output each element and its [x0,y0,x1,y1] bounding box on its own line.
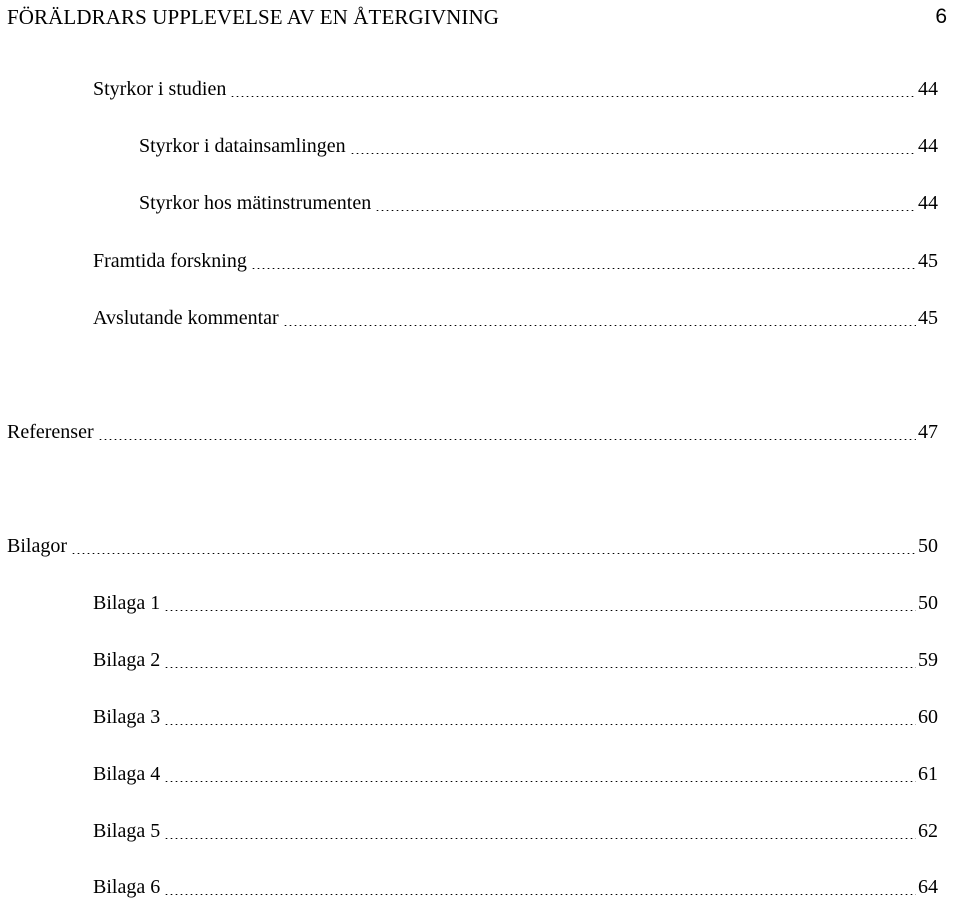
toc-entry-bilaga-1[interactable] [93,587,938,617]
dot-leader [350,153,916,154]
toc-entry-page: 45 [918,307,938,329]
toc-entry-label: Avslutande kommentar [93,307,279,329]
toc-entry-label: Bilaga 3 [93,706,161,728]
dot-leader [98,439,916,440]
toc-entry-bilagor[interactable] [7,530,938,560]
dot-leader [283,325,916,326]
toc-entry-page: 61 [918,763,938,785]
toc-entry-referenser[interactable] [7,416,938,446]
dot-leader [164,724,916,725]
toc-entry-label: Bilaga 6 [93,876,161,898]
toc-entry-page: 59 [918,649,938,671]
toc-entry-bilaga-5[interactable] [93,815,938,845]
dot-leader [164,838,916,839]
toc-entry-page: 45 [918,250,938,272]
toc-entry-page: 60 [918,706,938,728]
toc-entry-label: Bilagor [7,535,67,557]
dot-leader [230,96,916,97]
toc-entry-page: 44 [918,78,938,100]
toc-entry-styrkor-i-studien[interactable] [93,73,938,103]
toc-entry-label: Styrkor hos mätinstrumenten [139,192,372,214]
dot-leader [164,781,916,782]
toc-entry-label: Bilaga 4 [93,763,161,785]
running-header [7,2,947,32]
toc-entry-bilaga-3[interactable] [93,701,938,731]
toc-entry-label: Styrkor i studien [93,78,227,100]
dot-leader [164,667,916,668]
toc-entry-label: Bilaga 2 [93,649,161,671]
toc-entry-page: 50 [918,592,938,614]
header-title: FÖRÄLDRARS UPPLEVELSE AV EN ÅTERGIVNING [7,5,499,29]
toc-entry-styrkor-i-datainsamlingen[interactable] [139,130,938,160]
toc-entry-bilaga-4[interactable] [93,758,938,788]
toc-entry-page: 62 [918,820,938,842]
toc-entry-page: 44 [918,135,938,157]
toc-entry-framtida-forskning[interactable] [93,245,938,275]
dot-leader [71,553,916,554]
toc-entry-label: Styrkor i datainsamlingen [139,135,346,157]
toc-entry-avslutande-kommentar[interactable] [93,302,938,332]
dot-leader [251,268,916,269]
toc-entry-page: 47 [918,421,938,443]
toc-entry-bilaga-2[interactable] [93,644,938,674]
toc-entry-page: 44 [918,192,938,214]
toc-entry-page: 64 [918,876,938,898]
toc-entry-label: Bilaga 1 [93,592,161,614]
dot-leader [164,894,916,895]
toc-entry-label: Referenser [7,421,94,443]
toc-entry-bilaga-6[interactable] [93,871,938,901]
header-page-number: 6 [935,5,947,28]
dot-leader [375,210,916,211]
toc-entry-styrkor-hos-matinstrumenten[interactable] [139,187,938,217]
toc-entry-label: Framtida forskning [93,250,247,272]
dot-leader [164,610,916,611]
toc-entry-page: 50 [918,535,938,557]
toc-entry-label: Bilaga 5 [93,820,161,842]
